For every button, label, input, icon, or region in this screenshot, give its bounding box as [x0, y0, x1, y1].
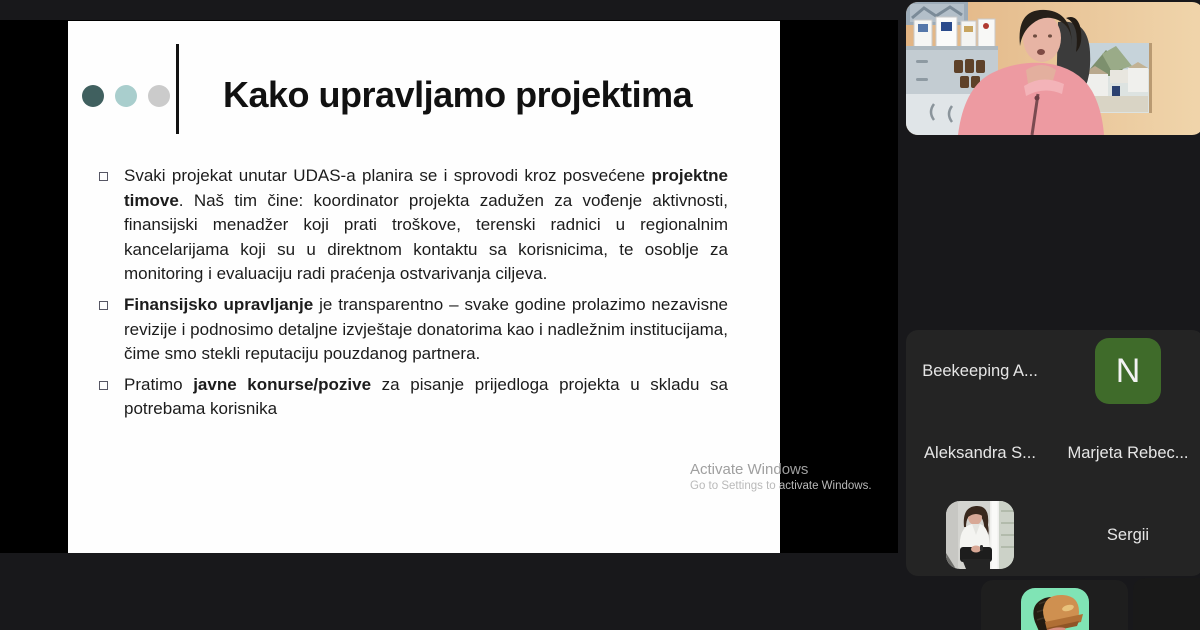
screen-share-area	[0, 20, 898, 553]
participant-tile-sergii[interactable]	[1054, 494, 1200, 576]
slide-bullet-item: Finansijsko upravljanje je transparentno – svake godine prolazimo nezavisne revizije i podnosimo detaljne izvještaje donatorima kao i nadležnim institucijama, čime smo stekli reputaciju pouzdanog partnera.	[124, 293, 728, 367]
participant-tile-beekeeping[interactable]	[906, 330, 1054, 412]
speaker-video-tile[interactable]	[906, 2, 1200, 135]
participant-name: Beekeeping A...	[922, 361, 1038, 380]
slide-bullet-list	[124, 164, 728, 428]
participant-name: Sergii	[1106, 525, 1150, 544]
initial-avatar	[1095, 338, 1161, 404]
participant-tile-partial[interactable]	[1133, 578, 1200, 630]
participant-tile-marjeta[interactable]	[1054, 412, 1200, 494]
presentation-slide	[68, 21, 780, 553]
participant-tile-n[interactable]	[1054, 330, 1200, 412]
title-divider-line	[176, 44, 179, 134]
accent-dot	[82, 85, 104, 107]
slide-accent-dots	[82, 85, 170, 107]
participant-tile-photo[interactable]	[906, 494, 1054, 576]
slide-title: Kako upravljamo projektima	[223, 74, 693, 115]
participant-tile-aleksandra[interactable]	[906, 412, 1054, 494]
watermark-line2: Go to Settings to activate Windows.	[690, 480, 872, 492]
participant-cartoon-avatar	[1021, 588, 1089, 630]
slide-bullet-item: Pratimo javne konurse/pozive za pisanje prijedloga projekta u skladu sa potrebama korisnika	[124, 373, 728, 422]
watermark-line1: Activate Windows	[690, 461, 809, 478]
speaker-video-frame	[906, 2, 1200, 135]
avatar-initial: N	[1115, 351, 1141, 390]
participant-photo-avatar	[946, 501, 1014, 569]
accent-dot	[115, 85, 137, 107]
participant-name: Aleksandra S...	[924, 443, 1036, 462]
participant-name: Marjeta Rebec...	[1067, 443, 1189, 462]
participant-tile-cartoon[interactable]	[981, 580, 1128, 630]
accent-dot	[148, 85, 170, 107]
participants-gallery	[906, 330, 1200, 576]
slide-bullet-item: Svaki projekat unutar UDAS-a planira se i sprovodi kroz posvećene projektne timove. Naš tim čine: koordinator projekta zadužen za vođenje aktivnosti, finansijski menadžer koji prati troškove, terenski radnici u regionalnim kancelarijama koji su u direktnom kontaktu sa korisnicima, te osoblje za monitoring i evaluaciju radi praćenja ostvarivanja ciljeva.	[124, 164, 728, 287]
